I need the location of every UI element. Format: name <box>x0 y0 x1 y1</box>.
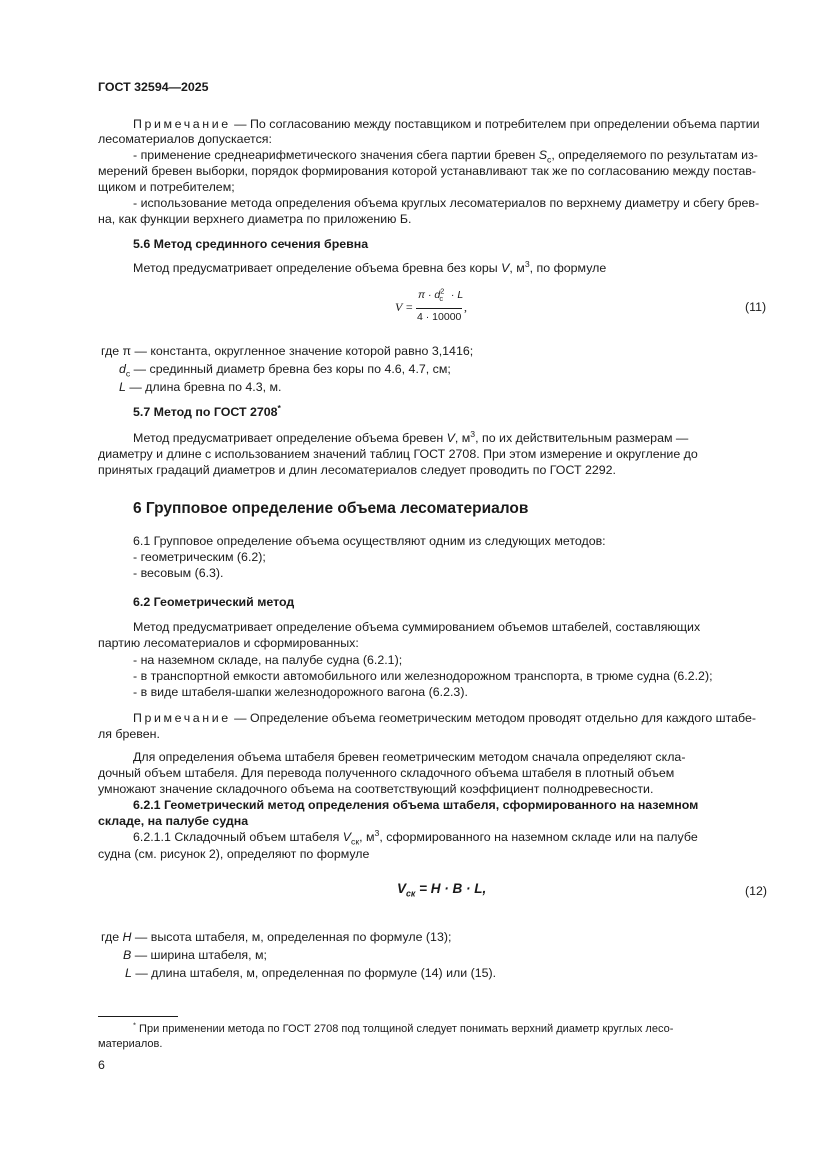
equation-number-11: (11) <box>745 300 767 314</box>
section-6-2-line-2: партию лесоматериалов и сформированных: <box>98 636 359 650</box>
section-6-2-item-2: - в транспортной емкости автомобильного или железнодорожном транспорта, в трюме судна (6.2.2); <box>133 669 713 683</box>
equation-number-12: (12) <box>745 884 768 898</box>
where-pi: где π — константа, округленное значение которой равно 3,1416; <box>101 344 474 358</box>
section-6-2-line-1: Метод предусматривает определение объема суммированием объемов штабелей, составляющих <box>133 620 701 634</box>
section-6-2-1-1-line-2: судна (см. рисунок 2), определяют по формуле <box>98 847 370 861</box>
footnote-line-1: * При применении метода по ГОСТ 2708 под толщиной следует понимать верхний диаметр круглых лесо- <box>133 1020 674 1035</box>
note-2-line-2: ля бревен. <box>98 727 160 741</box>
note-1-item-2-line-2: на, как функции верхнего диаметра по приложению Б. <box>98 212 412 226</box>
section-5-7-line-2: диаметру и длине с использованием значений таблиц ГОСТ 2708. При этом измерение и округление до <box>98 447 698 461</box>
section-5-7-title: 5.7 Метод по ГОСТ 2708* <box>133 402 281 419</box>
formula-11-fraction-bar <box>416 308 462 309</box>
section-5-6-title: 5.6 Метод срединного сечения бревна <box>133 237 369 251</box>
where-h: где H — высота штабеля, м, определенная по формуле (13); <box>101 930 452 944</box>
where-l: L — длина бревна по 4.3, м. <box>119 380 282 394</box>
formula-11-numerator: $\pi \cdot d^2_с \cdot L$ <box>418 286 464 304</box>
note-1-item-1-line-3: щиком и потребителем; <box>98 180 235 194</box>
where-l2: L — длина штабеля, м, определенная по формуле (14) или (15). <box>125 966 497 980</box>
section-6-2-1-title: 6.2.1 Геометрический метод определения объема штабеля, сформированного на наземном <box>133 798 699 812</box>
section-6-2-item-1: - на наземном складе, на палубе судна (6.2.1); <box>133 653 403 667</box>
note-1-line-2: лесоматериалов допускается: <box>98 132 272 146</box>
section-6-2-para-line-2: дочный объем штабеля. Для перевода полученного складочного объема штабеля в плотный объем <box>98 766 675 780</box>
where-dc: $d_с$ — срединный диаметр бревна без коры по 4.6, 4.7, см; <box>119 362 451 379</box>
note-2-line-1: Примечание — Определение объема геометрическим методом проводят отдельно для каждого штабе- <box>133 711 757 725</box>
section-6-2-title: 6.2 Геометрический метод <box>133 595 295 609</box>
footnote-line-2: материалов. <box>98 1038 163 1050</box>
formula-11-lhs: V = <box>395 300 414 314</box>
page-number: 6 <box>98 1058 105 1072</box>
section-6-2-item-3: - в виде штабеля-шапки железнодорожного вагона (6.2.3). <box>133 685 468 699</box>
formula-11-denominator: 4 · 10000 <box>417 311 462 323</box>
section-5-7-line-1: Метод предусматривает определение объема бревен V, $м^3$, по их действительным размерам — <box>133 428 689 445</box>
where-b: B — ширина штабеля, м; <box>123 948 267 962</box>
note-label: Примечание <box>133 711 231 725</box>
note-1-item-1-line-2: мерений бревен выборки, порядок формирования которой устанавливают так же по согласованию между постав- <box>98 164 756 178</box>
section-5-7-line-3: принятых градаций диаметров и длин лесоматериалов следует проводить по ГОСТ 2292. <box>98 463 617 477</box>
section-6-2-1-title-line-2: складе, на палубе судна <box>98 814 249 828</box>
note-1-line-1: Примечание — По согласованию между поставщиком и потребителем при определении объема партии <box>133 117 760 131</box>
section-6-2-1-1-line-1: 6.2.1.1 Складочный объем штабеля $V_{ск}$, $м^3$, сформированного на наземном складе или на палубе <box>133 827 698 847</box>
section-6-1-item-1: - геометрическим (6.2); <box>133 550 266 564</box>
section-6-title: 6 Групповое определение объема лесоматериалов <box>133 500 529 517</box>
note-1-item-2: - использование метода определения объема круглых лесоматериалов по верхнему диаметру и сбегу брев- <box>133 196 760 210</box>
formula-12: $V_{ск} = H \cdot B \cdot L$, <box>397 881 487 899</box>
formula-11: V = $\pi \cdot d^2_с \cdot L$ 4 · 10000 , <box>395 286 467 323</box>
section-6-1: 6.1 Групповое определение объема осуществляют одним из следующих методов: <box>133 534 606 548</box>
note-1-item-1: - применение среднеарифметического значения сбега партии бревен $S_с$, определяемого по результатам из- <box>133 148 758 165</box>
section-6-2-para-line-1: Для определения объема штабеля бревен геометрическим методом сначала определяют скла- <box>133 750 686 764</box>
note-label: Примечание <box>133 117 231 131</box>
section-6-1-item-2: - весовым (6.3). <box>133 566 224 580</box>
section-5-6-intro: Метод предусматривает определение объема бревна без коры V, $м^3$, по формуле <box>133 258 607 275</box>
section-6-2-para-line-3: умножают значение складочного объема на соответствующий коэффициент полнодревесности. <box>98 782 654 796</box>
document-code: ГОСТ 32594—2025 <box>98 80 209 94</box>
footnote-separator <box>98 1016 178 1017</box>
